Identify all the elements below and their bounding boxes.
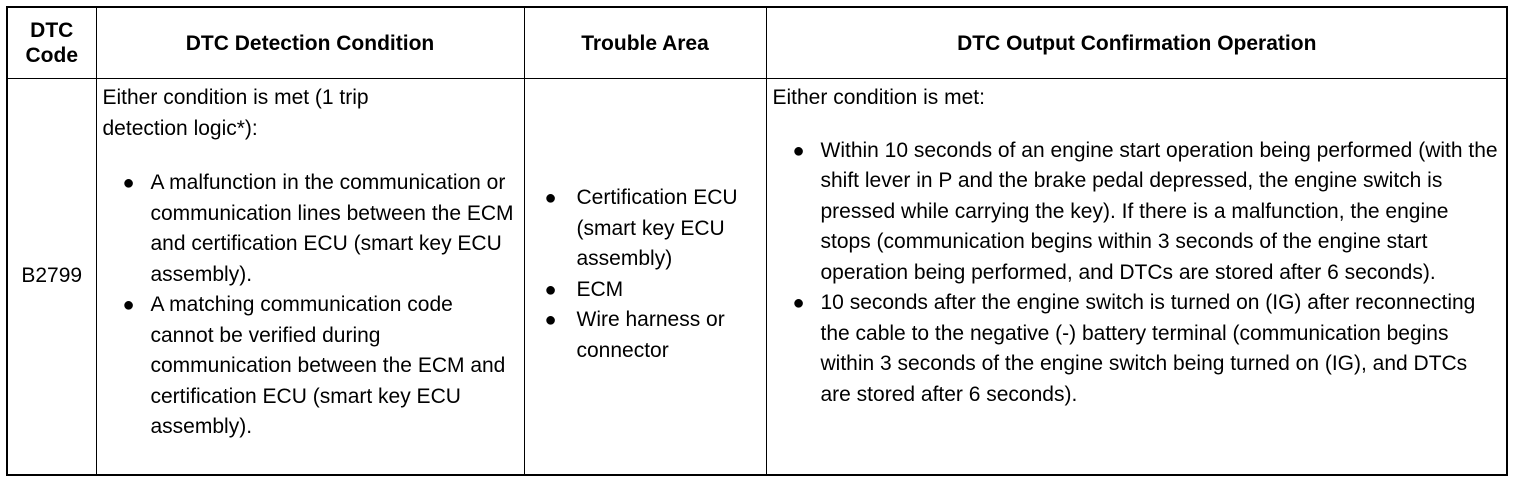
bullet-icon: ● <box>792 139 805 162</box>
bullet-icon: ● <box>122 172 135 194</box>
list-item <box>525 305 766 366</box>
trouble-list <box>525 183 766 366</box>
list-item <box>103 168 518 290</box>
detection-item-text: A malfunction in the communication or communication lines between the ECM and certification ECU (smart key ECU assembly). <box>150 171 514 286</box>
bullet-icon: ● <box>544 278 557 301</box>
confirmation-operation-cell <box>766 79 1507 475</box>
bullet-icon: ● <box>122 294 135 316</box>
detection-intro-line1: Either condition is met (1 trip <box>102 86 369 109</box>
dtc-code: B2799 <box>21 264 83 288</box>
detection-intro-line2: detection logic*): <box>102 116 258 140</box>
dtc-table <box>8 8 1507 474</box>
header-dtc-code <box>8 8 96 79</box>
list-item <box>773 136 1502 289</box>
header-trouble-area: Trouble Area <box>524 8 766 79</box>
trouble-area-cell <box>524 79 766 475</box>
trouble-item-text: Wire harness or connector <box>576 308 725 362</box>
dtc-table-frame <box>6 6 1508 476</box>
detection-list <box>103 168 518 443</box>
confirmation-item-text: Within 10 seconds of an engine start operation being performed (with the shift lever in P and the brake pedal depressed, the engine switch is pressed while carrying the key). If there is a malfunction, the engine stops (communication begins within 3 seconds of the engine start operation being performed, and DTCs are stored after 6 seconds). <box>820 138 1498 284</box>
confirmation-intro: Either condition is met: <box>772 86 985 109</box>
table-header-row <box>8 8 1507 79</box>
bullet-icon: ● <box>792 292 805 314</box>
dtc-code-cell <box>8 79 96 475</box>
detection-item-text: A matching communication code cannot be verified during communication between the ECM and certification ECU (smart key ECU assembly). <box>150 293 506 438</box>
list-item <box>525 183 766 275</box>
detection-condition-cell <box>96 79 524 475</box>
trouble-item-text: ECM <box>576 277 624 301</box>
table-row <box>8 79 1507 475</box>
list-item <box>773 288 1502 410</box>
header-dtc-code-line1: DTC <box>30 19 74 42</box>
bullet-icon: ● <box>544 187 557 209</box>
list-item <box>525 275 766 306</box>
list-item <box>103 290 518 443</box>
bullet-icon: ● <box>544 309 557 331</box>
header-detection-condition: DTC Detection Condition <box>96 8 524 79</box>
header-dtc-code-line2: Code <box>25 44 78 67</box>
header-confirmation-operation: DTC Output Confirmation Operation <box>766 8 1507 79</box>
confirmation-list <box>773 136 1502 411</box>
trouble-item-text: Certification ECU (smart key ECU assembly) <box>576 186 738 270</box>
confirmation-item-text: 10 seconds after the engine switch is turned on (IG) after reconnecting the cable to the negative (-) battery terminal (communication begins within 3 seconds of the engine switch being turned on (IG), and DTCs are stored after 6 seconds). <box>820 291 1476 406</box>
